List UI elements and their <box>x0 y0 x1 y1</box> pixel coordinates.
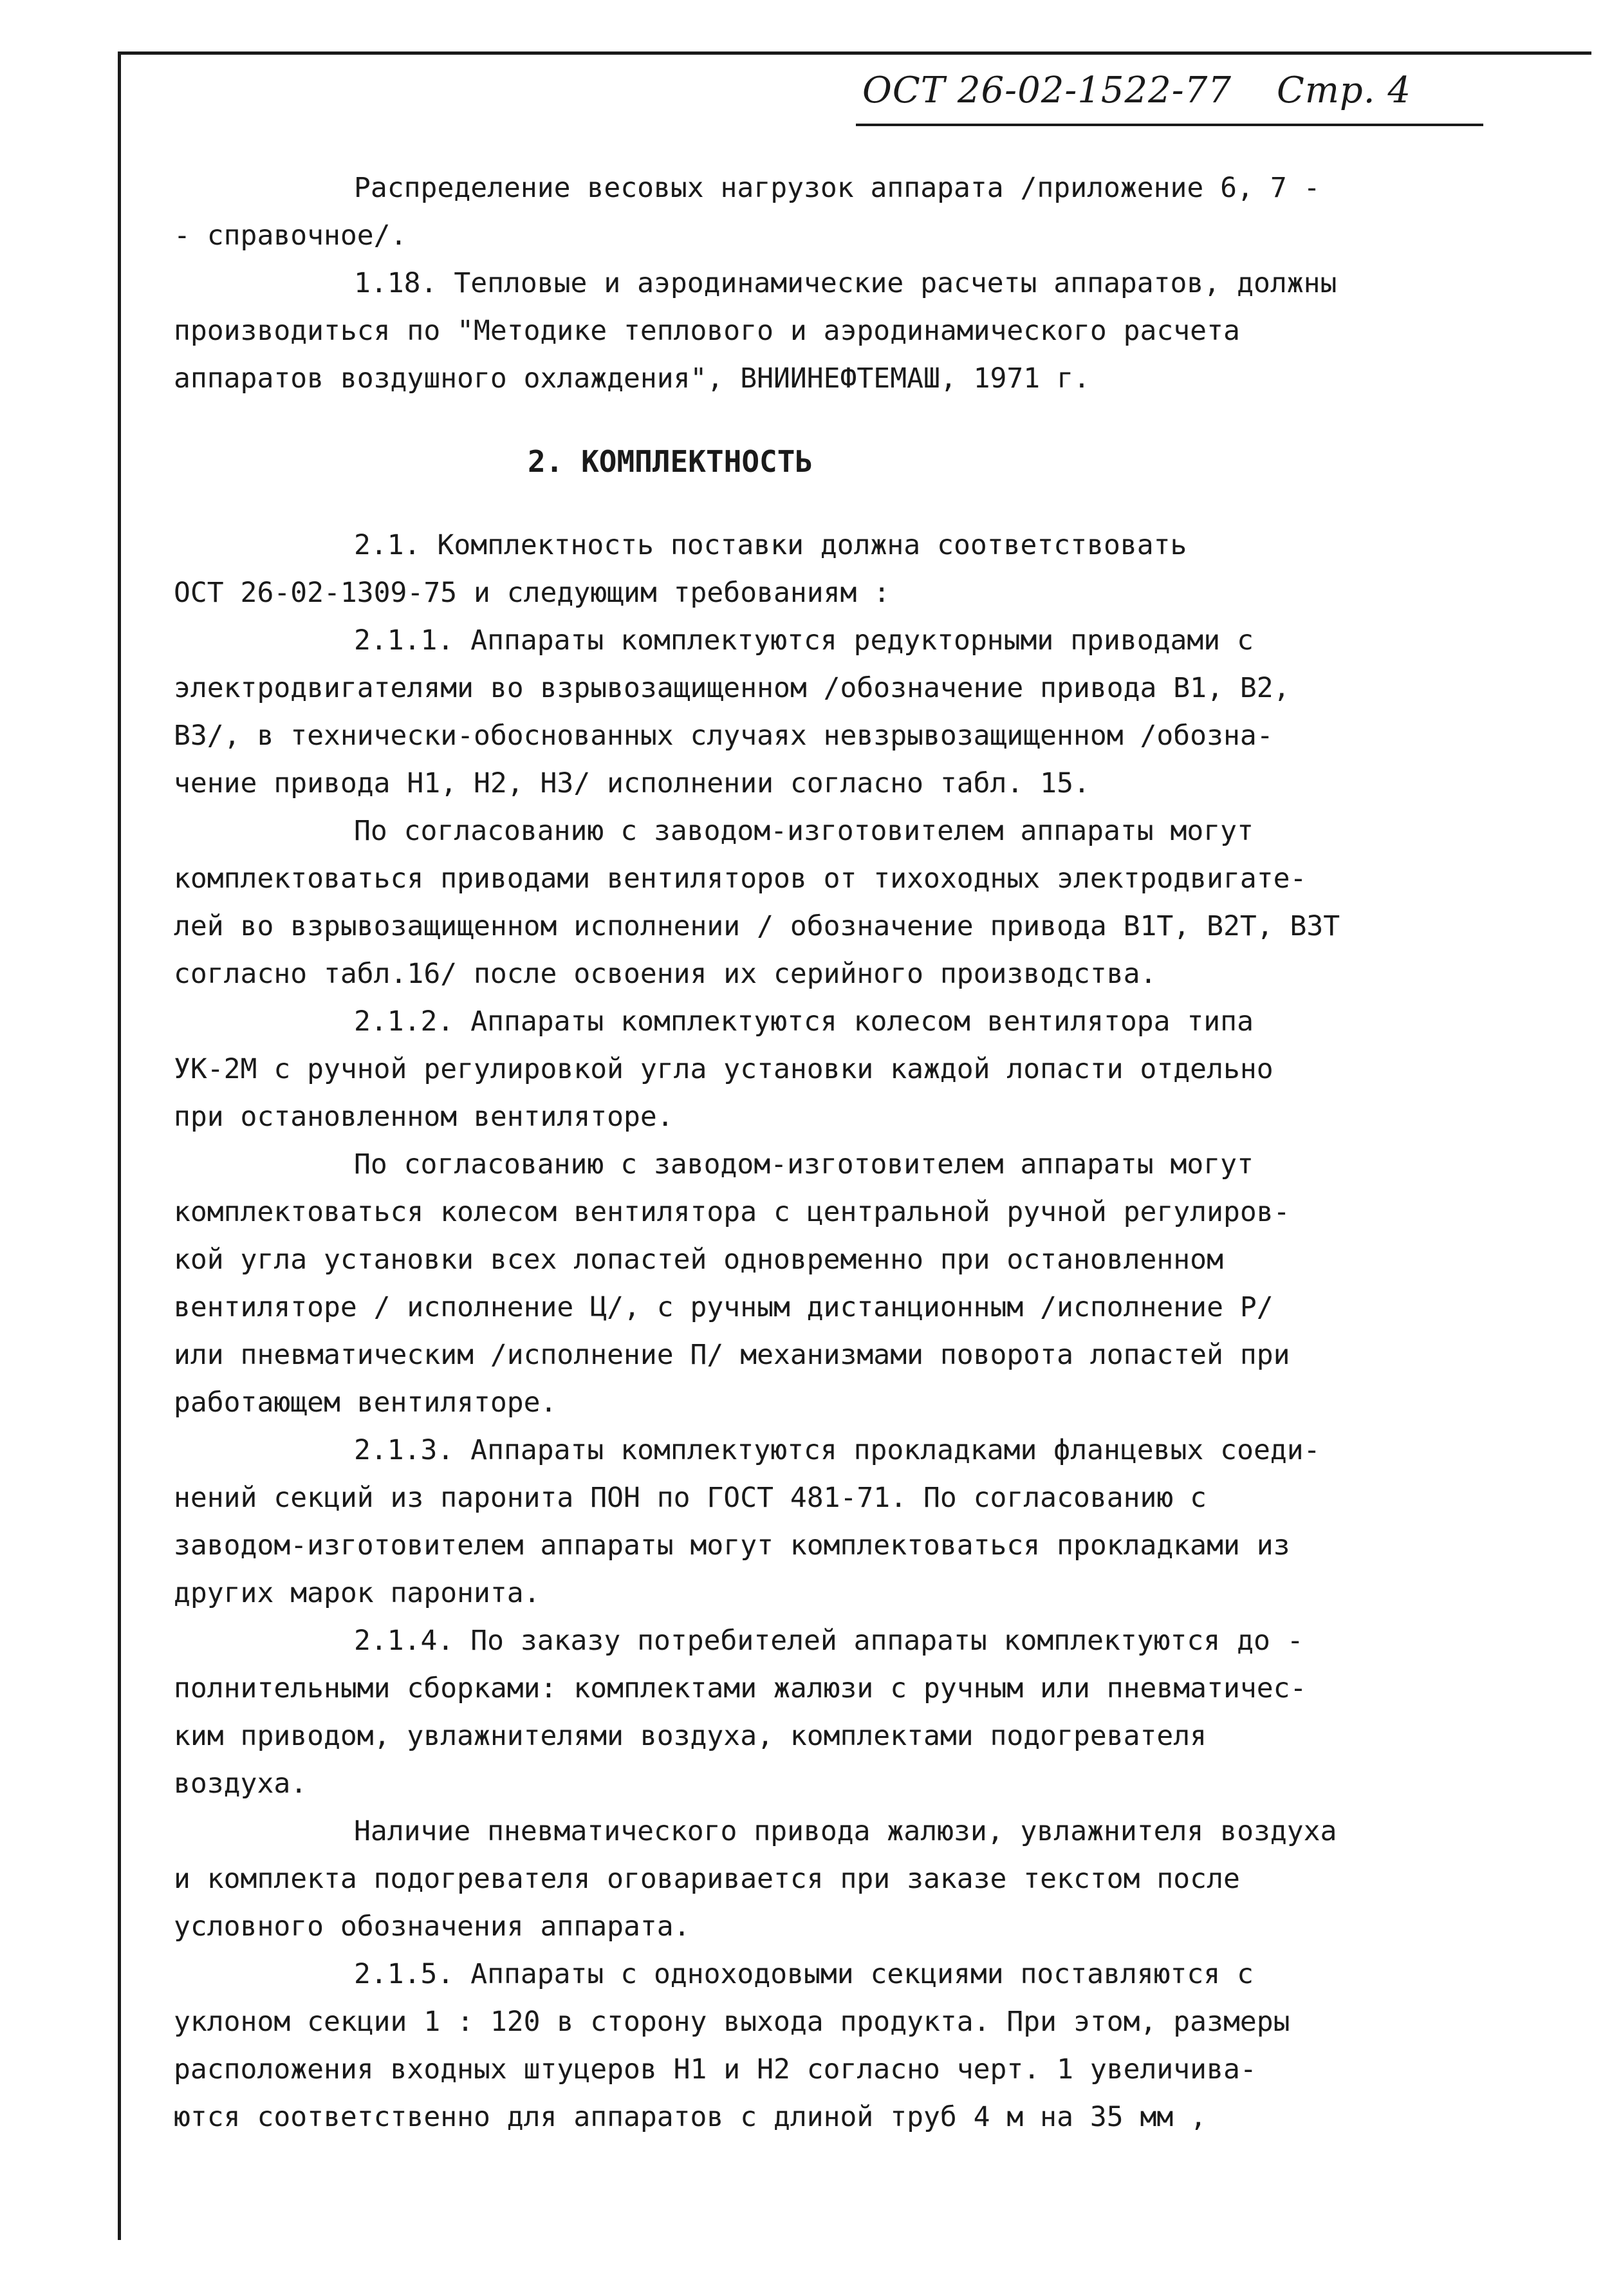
text-line: 2.1.2. Аппараты комплектуются колесом вентилятора типа <box>354 1005 1254 1038</box>
text-line: уклоном секции 1 : 120 в сторону выхода продукта. При этом, размеры <box>174 2006 1290 2038</box>
text-line: чение привода Н1, Н2, Н3/ исполнении согласно табл. 15. <box>174 767 1090 799</box>
text-line: и комплекта подогревателя оговаривается при заказе текстом после <box>174 1863 1240 1895</box>
text-line: электродвигателями во взрывозащищенном /обозначение привода В1, В2, <box>174 672 1290 704</box>
page-frame-left-border <box>118 51 121 2240</box>
text-line: производиться по "Методике теплового и аэродинамического расчета <box>174 315 1240 347</box>
section-title: 2. КОМПЛЕКТНОСТЬ <box>528 444 813 479</box>
text-line: нений секций из паронита ПОН по ГОСТ 481-71. По согласованию с <box>174 1482 1207 1514</box>
text-line: По согласованию с заводом-изготовителем аппараты могут <box>354 815 1254 847</box>
text-line: ОСТ 26-02-1309-75 и следующим требованиям : <box>174 577 891 609</box>
text-line: кой угла установки всех лопастей одновременно при остановленном <box>174 1244 1223 1276</box>
text-line: полнительными сборками: комплектами жалюзи с ручным или пневматичес- <box>174 1672 1307 1704</box>
text-line: В3/, в технически-обоснованных случаях невзрывозащищенном /обозна- <box>174 720 1274 752</box>
text-line: работающем вентиляторе. <box>174 1386 557 1419</box>
document-header-stamp <box>862 70 1411 111</box>
text-line: 2.1.5. Аппараты с одноходовыми секциями поставляются с <box>354 1958 1254 1990</box>
text-line: По согласованию с заводом-изготовителем аппараты могут <box>354 1148 1254 1181</box>
text-line: - справочное/. <box>174 219 407 252</box>
text-line: ются соответственно для аппаратов с длиной труб 4 м на 35 мм , <box>174 2101 1207 2133</box>
page-frame-top-border <box>118 51 1591 55</box>
text-line: УК-2М с ручной регулировкой угла установки каждой лопасти отдельно <box>174 1053 1274 1085</box>
text-line: или пневматическим /исполнение П/ механизмами поворота лопастей при <box>174 1339 1290 1371</box>
text-line: заводом-изготовителем аппараты могут комплектоваться прокладками из <box>174 1529 1290 1562</box>
document-number: ОСТ 26-02-1522-77 <box>862 70 1232 111</box>
text-line: Наличие пневматического привода жалюзи, увлажнителя воздуха <box>354 1815 1337 1847</box>
text-line: согласно табл.16/ после освоения их серийного производства. <box>174 958 1157 990</box>
text-line: 2.1.4. По заказу потребителей аппараты комплектуются до - <box>354 1625 1304 1657</box>
text-line: комплектоваться колесом вентилятора с центральной ручной регулиров- <box>174 1196 1290 1228</box>
text-line: комплектоваться приводами вентиляторов от тихоходных электродвигате- <box>174 863 1307 895</box>
text-line: воздуха. <box>174 1768 308 1800</box>
text-line: расположения входных штуцеров Н1 и Н2 согласно черт. 1 увеличива- <box>174 2053 1257 2086</box>
text-line: 2.1.3. Аппараты комплектуются прокладками фланцевых соеди- <box>354 1434 1320 1466</box>
text-line: 2.1. Комплектность поставки должна соответствовать <box>354 529 1187 561</box>
section-body <box>174 521 1515 2141</box>
text-line: аппаратов воздушного охлаждения", ВНИИНЕФТЕМАШ, 1971 г. <box>174 362 1090 395</box>
text-line: вентиляторе / исполнение Ц/, с ручным дистанционным /исполнение Р/ <box>174 1291 1274 1323</box>
header-underline <box>856 124 1483 126</box>
text-line: 2.1.1. Аппараты комплектуются редукторными приводами с <box>354 624 1254 657</box>
page-reference: Стр. 4 <box>1276 70 1411 111</box>
text-line: Распределение весовых нагрузок аппарата /приложение 6, 7 - <box>354 172 1320 204</box>
text-line: при остановленном вентиляторе. <box>174 1101 674 1133</box>
intro-paragraphs <box>174 164 1515 402</box>
text-line: условного обозначения аппарата. <box>174 1910 690 1943</box>
text-line: лей во взрывозащищенном исполнении / обозначение привода В1Т, В2Т, В3Т <box>174 910 1340 942</box>
text-line: 1.18. Тепловые и аэродинамические расчеты аппаратов, должны <box>354 267 1337 299</box>
text-line: других марок паронита. <box>174 1577 541 1609</box>
text-line: ким приводом, увлажнителями воздуха, комплектами подогревателя <box>174 1720 1207 1752</box>
